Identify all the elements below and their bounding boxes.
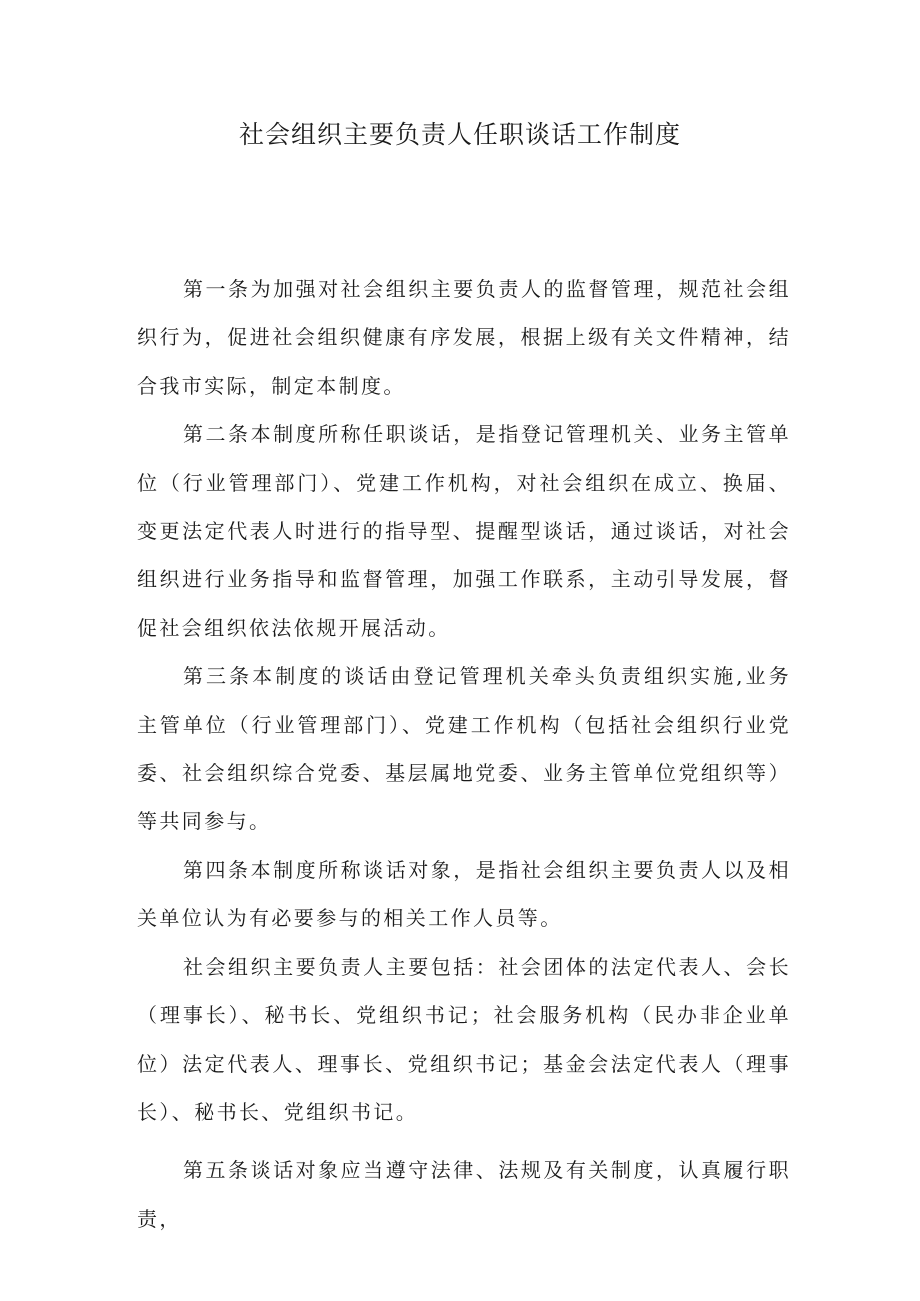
article-2-paragraph: 第二条本制度所称任职谈话，是指登记管理机关、业务主管单位（行业管理部门）、党建工作机构，对社会组织在成立、换届、变更法定代表人时进行的指导型、提醒型谈话，通过谈话，对社会组织进行业务指导和监督管理，加强工作联系，主动引导发展，督促社会组织依法依规开展活动。 bbox=[137, 422, 791, 640]
document-title: 社会组织主要负责人任职谈话工作制度 bbox=[238, 120, 681, 149]
article-3-paragraph: 第三条本制度的谈话由登记管理机关牵头负责组织实施,业务主管单位（行业管理部门）、党建工作机构（包括社会组织行业党委、社会组织综合党委、基层属地党委、业务主管单位党组织等）等共同参与。 bbox=[137, 664, 791, 834]
article-1-paragraph: 第一条为加强对社会组织主要负责人的监督管理，规范社会组织行为，促进社会组织健康有序发展，根据上级有关文件精神，结合我市实际，制定本制度。 bbox=[137, 277, 791, 398]
article-5-paragraph: 第五条谈话对象应当遵守法律、法规及有关制度，认真履行职责， bbox=[137, 1158, 791, 1231]
article-4-paragraph: 第四条本制度所称谈话对象，是指社会组织主要负责人以及相关单位认为有必要参与的相关工作人员等。 bbox=[137, 857, 791, 931]
document-body bbox=[137, 265, 791, 1243]
principal-leaders-paragraph: 社会组织主要负责人主要包括：社会团体的法定代表人、会长（理事长）、秘书长、党组织书记；社会服务机构（民办非企业单位）法定代表人、理事长、党组织书记；基金会法定代表人（理事长）、秘书长、党组织书记。 bbox=[137, 954, 791, 1124]
